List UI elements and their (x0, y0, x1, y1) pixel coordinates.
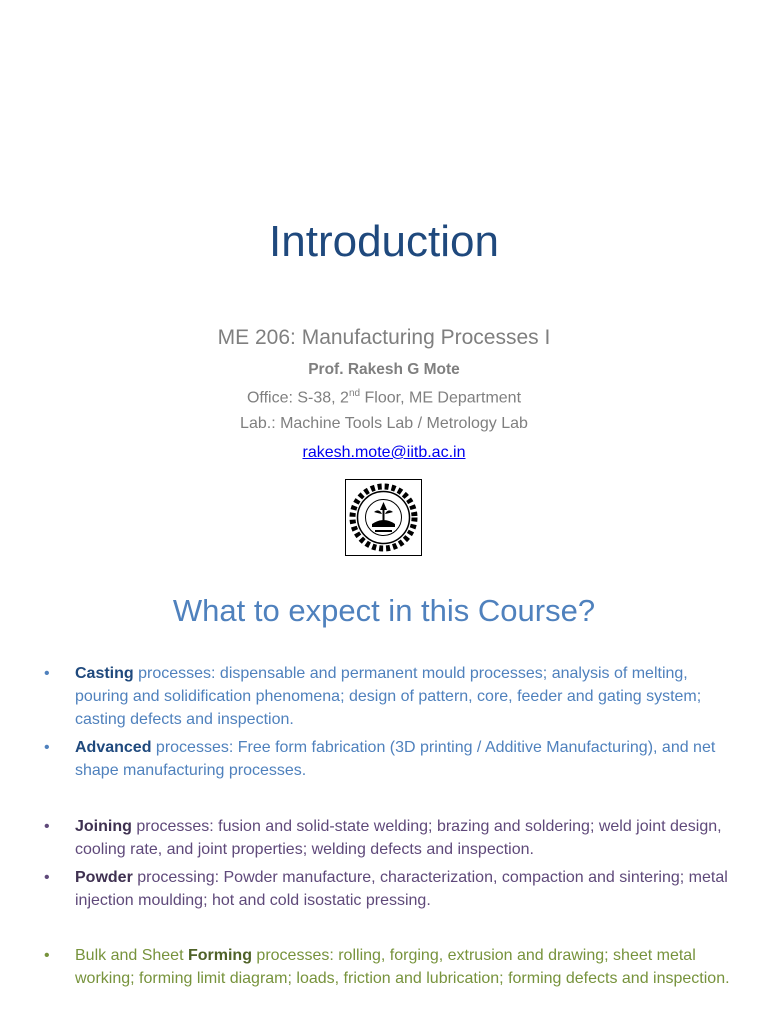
bullet-keyword: Joining (75, 818, 132, 835)
bullet-text: processes: fusion and solid-state welding; brazing and soldering; weld joint design, cooling rate, and joint properties; welding defects and inspection. (75, 818, 722, 858)
bullet-text: processes: Free form fabrication (3D printing / Additive Manufacturing), and net shape manufacturing processes. (75, 739, 716, 779)
email-link[interactable]: rakesh.mote@iitb.ac.in (302, 444, 466, 461)
office-prefix: Office: S-38, 2 (246, 389, 349, 407)
office-info (0, 388, 768, 407)
bullet-keyword: Advanced (75, 739, 152, 756)
bullet-text: processes: rolling, forging, extrusion and drawing; sheet metal working; forming limit diagram; loads, friction and lubrication; forming defects and inspection. (75, 947, 730, 987)
professor-name: Prof. Rakesh G Mote (308, 361, 460, 378)
course-name: ME 206: Manufacturing Processes I (217, 326, 551, 349)
bullet-text: processes: dispensable and permanent mould processes; analysis of melting, pouring and solidification phenomena; design of pattern, core, feeder and gating system; casting defects and inspection. (75, 665, 702, 728)
list-item (44, 866, 734, 912)
bullet-marker: • (44, 739, 50, 756)
list-item (44, 662, 734, 731)
list-item (44, 944, 734, 990)
iitb-logo (345, 479, 422, 556)
office-suffix: Floor, ME Department (360, 389, 522, 407)
bullet-text: processing: Powder manufacture, characterization, compaction and sintering; metal injection moulding; hot and cold isostatic pressing. (75, 869, 728, 909)
lab-info: Lab.: Machine Tools Lab / Metrology Lab (240, 415, 528, 432)
email-row (0, 444, 768, 462)
slide-title: Introduction (269, 217, 499, 266)
list-item (44, 736, 734, 782)
section-subtitle: What to expect in this Course? (172, 593, 596, 628)
bullet-marker: • (44, 869, 50, 886)
bullet-keyword: Forming (187, 947, 252, 964)
bullet-keyword: Casting (75, 665, 134, 682)
bullet-marker: • (44, 818, 50, 835)
bullet-marker: • (44, 665, 50, 682)
bullet-prefix: Bulk and Sheet (75, 947, 188, 964)
bullet-marker: • (44, 947, 50, 964)
bullet-keyword: Powder (75, 869, 133, 886)
iitb-emblem-icon (346, 480, 421, 555)
office-sup: nd (348, 388, 361, 399)
list-item (44, 815, 734, 861)
